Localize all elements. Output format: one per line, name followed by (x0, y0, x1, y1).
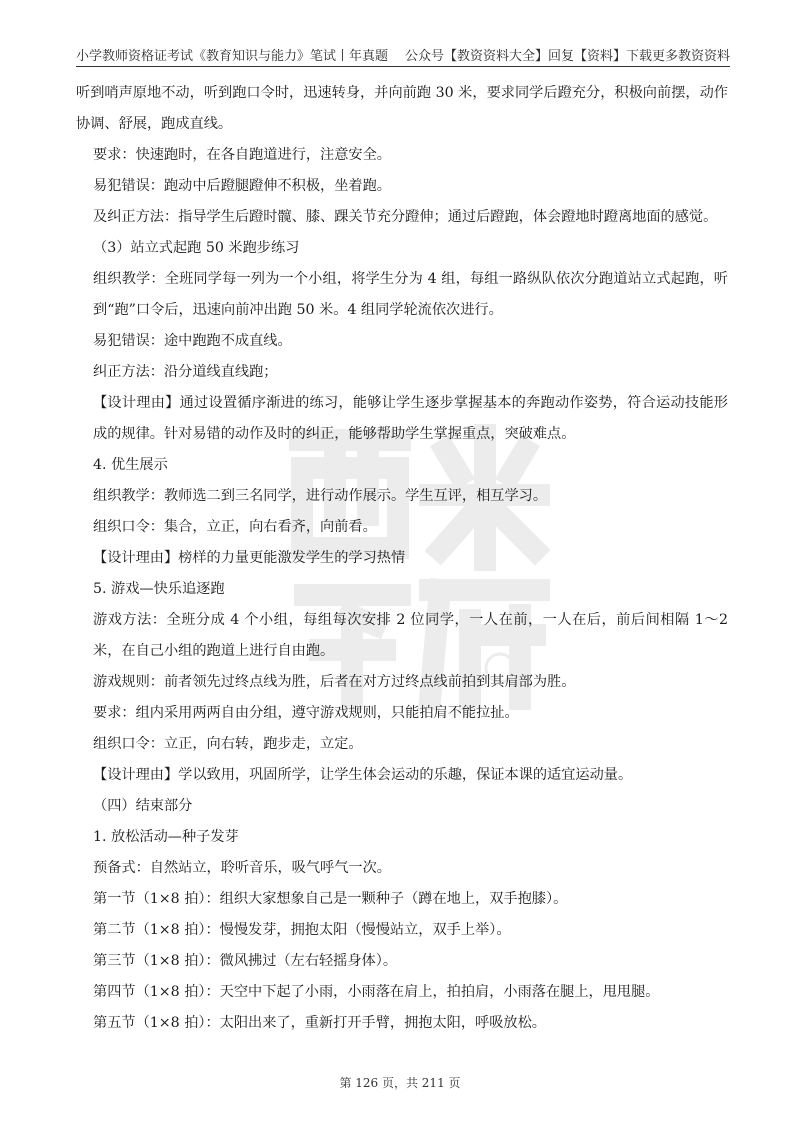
paragraph: 第一节（1×8 拍）：组织大家想象自己是一颗种子（蹲在地上，双手抱膝）。 (93, 891, 568, 907)
paragraph: 听到哨声原地不动，听到跑口令时，迅速转身，并向前跑 30 米，要求同学后蹬充分，积极向前摆，动作协调、舒展，跑成直线。 (76, 85, 728, 132)
header-right-note: 公众号【教资资料大全】回复【资料】下载更多教资资料 (404, 49, 730, 64)
paragraph: （3）站立式起跑 50 米跑步练习 (93, 240, 300, 256)
paragraph: 要求：快速跑时，在各自跑道进行，注意安全。 (93, 147, 391, 163)
paragraph: 组织教学：全班同学每一列为一个小组，将学生分为 4 组，每组一路纵队依次分跑道站立式起跑，听到“跑”口令后，迅速向前冲出跑 50 米。4 组同学轮流依次进行。 (93, 271, 728, 318)
paragraph: 组织口令：立正，向右转，跑步走，立定。 (93, 736, 363, 752)
paragraph: 要求：组内采用两两自由分组，遵守游戏规则，只能拍肩不能拉扯。 (93, 705, 519, 721)
paragraph: 第四节（1×8 拍）：天空中下起了小雨，小雨落在肩上，拍拍肩，小雨落在腿上，甩甩腿。 (93, 984, 660, 1000)
header-divider (76, 66, 730, 67)
page-header (76, 44, 730, 64)
paragraph: 【设计理由】榜样的力量更能激发学生的学习热情 (93, 550, 406, 566)
paragraph: 预备式：自然站立，聆听音乐，吸气呼气一次。 (93, 860, 391, 876)
paragraph: 及纠正方法：指导学生后蹬时髋、膝、踝关节充分蹬伸；通过后蹬跑，体会蹬地时蹬离地面的感觉。 (93, 209, 718, 225)
paragraph: 1. 放松活动—种子发芽 (93, 829, 239, 845)
page-number: 第 126 页，共 211 页 (339, 1076, 461, 1090)
paragraph: 【设计理由】通过设置循序渐进的练习，能够让学生逐步掌握基本的奔跑动作姿势，符合运动技能形成的规律。针对易错的动作及时的纠正，能够帮助学生掌握重点，突破难点。 (93, 395, 728, 442)
paragraph: 第二节（1×8 拍）：慢慢发芽，拥抱太阳（慢慢站立，双手上举）。 (93, 922, 511, 938)
paragraph: 易犯错误：跑动中后蹬腿蹬伸不积极，坐着跑。 (93, 178, 391, 194)
paragraph: 【设计理由】学以致用，巩固所学，让学生体会运动的乐趣，保证本课的适宜运动量。 (93, 767, 633, 783)
paragraph: 游戏规则：前者领先过终点线为胜，后者在对方过终点线前拍到其肩部为胜。 (93, 674, 576, 690)
paragraph: 5. 游戏—快乐追逐跑 (93, 581, 225, 597)
paragraph: 组织教学：教师选二到三名同学，进行动作展示。学生互评，相互学习。 (93, 488, 548, 504)
header-left-title: 小学教师资格证考试《教育知识与能力》笔试丨年真题 (76, 49, 389, 64)
paragraph: 纠正方法：沿分道线直线跑； (93, 364, 278, 380)
document-body (76, 78, 728, 1039)
paragraph: （四）结束部分 (93, 798, 193, 814)
paragraph: 第三节（1×8 拍）：微风拂过（左右轻摇身体）。 (93, 953, 398, 969)
paragraph: 第五节（1×8 拍）：太阳出来了，重新打开手臂，拥抱太阳，呼吸放松。 (93, 1015, 546, 1031)
paragraph: 4. 优生展示 (93, 457, 168, 473)
paragraph: 易犯错误：途中跑跑不成直线。 (93, 333, 292, 349)
paragraph: 游戏方法：全班分成 4 个小组，每组每次安排 2 位同学，一人在前，一人在后，前后间相隔 1～2 米，在自己小组的跑道上进行自由跑。 (93, 612, 728, 659)
paragraph: 组织口令：集合，立正，向右看齐，向前看。 (93, 519, 377, 535)
